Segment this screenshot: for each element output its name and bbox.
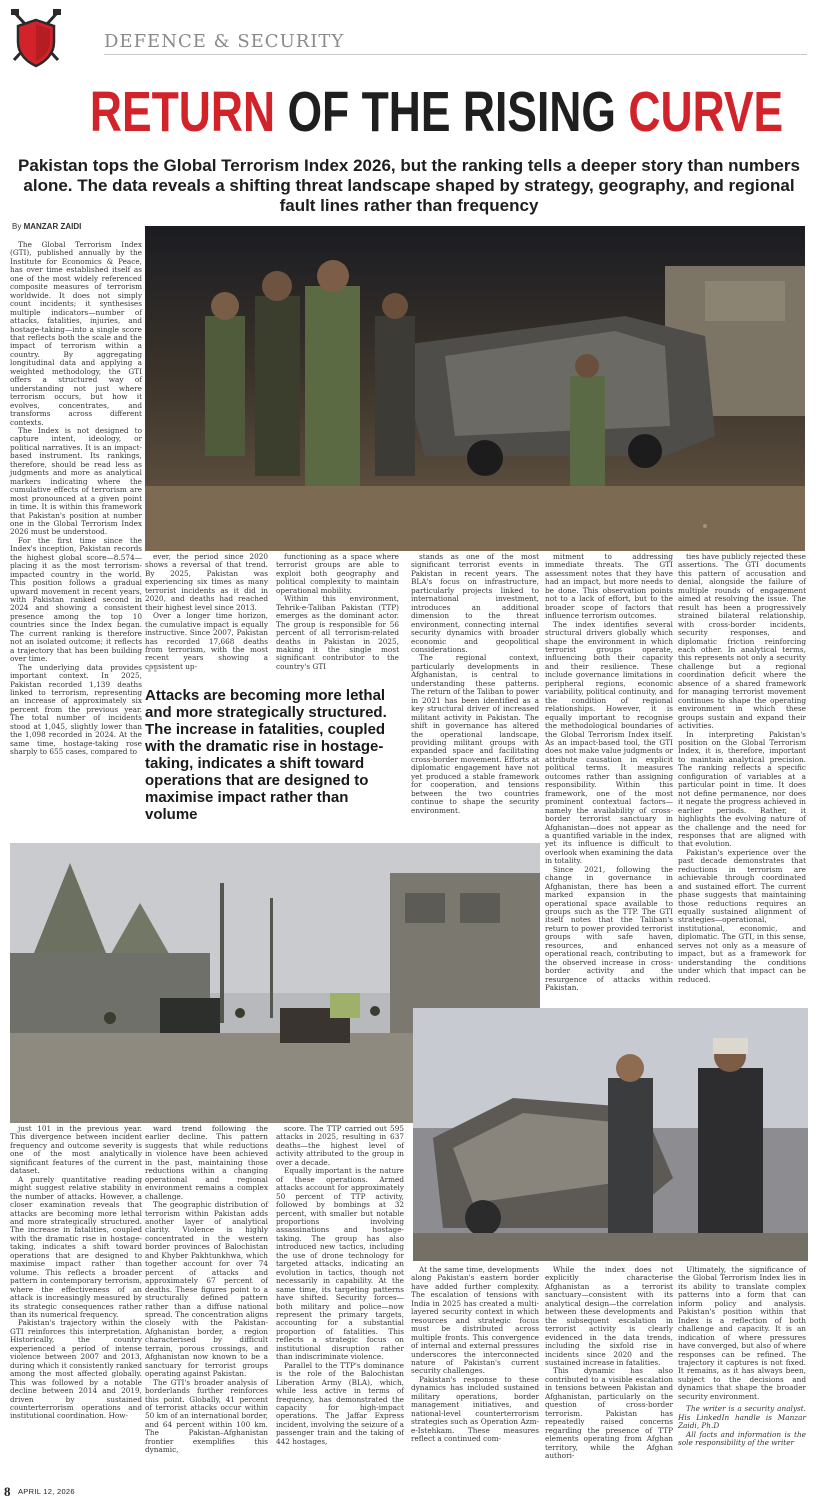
page-number: 8 (4, 1484, 11, 1499)
paragraph: While the index does not explicitly characterise Afghanistan as a terrorist sanctuary—consistent with its analytical design—the correlation between these developments and the subsequent escalation in terrorist activity is clearly evidenced in the data trends, including the sixfold rise in incidents since 2020 and the sustained increase in fatalities. (545, 1265, 673, 1367)
paragraph: The geographic distribution of terrorism within Pakistan adds another layer of analytical clarity. Violence is highly concentrated in the western border provinces of Balochistan and Khyber Pakhtunkhwa, which together account for over 74 percent of attacks and approximately 67 percent of deaths. These figures point to a structurally defined pattern rather than a diffuse national spread. The concentration aligns closely with the Pakistan-Afghanistan border, a region characterised by difficult terrain, porous crossings, and Afghanistan now known to be a sanctuary for terrorist groups operating against Pakistan. (145, 1200, 268, 1379)
byline (12, 222, 81, 231)
byline-author: MANZAR ZAIDI (23, 222, 82, 231)
column-3 (276, 553, 399, 671)
pull-quote: Attacks are becoming more lethal and more strategically structured. The increase in fatalities, coupled with the dramatic rise in hostage-taking, indicates a shift toward operations that are designed to maximise impact rather than volume (145, 687, 387, 823)
paragraph: functioning as a space where terrorist groups are able to exploit both geography and political complexity to maintain operational mobility. (276, 552, 399, 595)
deck: Pakistan tops the Global Terrorism Index 2026, but the ranking tells a deeper story than numbers alone. The data reveals a shifting threat landscape shaped by strategy, geography, and regional fault lines rather than frequency (18, 156, 800, 215)
paragraph: Pakistan's experience over the past decade demonstrates that reductions in terrorism are achievable through coordinated and sustained effort. The current phase suggests that maintaining those reductions requires an equally sustained alignment of strategies—operational, institutional, economic, and diplomatic. The GTI, in this sense, serves not only as a measure of impact, but as a framework for understanding the conditions under which that impact can be reduced. (678, 847, 806, 984)
headline-part2: OF THE RISING (275, 80, 629, 144)
column-6 (678, 553, 806, 984)
paragraph: ward trend following the earlier decline. This pattern suggests that while reductions in violence have been achieved in the past, maintaining those reductions within a changing operational and regional environment remains a complex challenge. (145, 1124, 268, 1201)
column-1 (10, 241, 142, 757)
column-4 (411, 553, 539, 815)
paragraph: For the first time since the Index's inception, Pakistan records the highest global score—8.574—placing it as the most terrorism-impacted country in the world. This position follows a gradual upward movement in recent years, with Pakistan ranked second in 2024 and showing a consistent presence among the top 10 countries since the Index began. The current ranking is therefore not an isolated outcome; it reflects a trajectory that has been building over time. (10, 535, 142, 664)
paragraph: The Global Terrorism Index (GTI), published annually by the Institute for Economics & Peace, has over time established itself as one of the most widely referenced composite measures of terrorism worldwide. It does not simply count incidents; it synthesises multiple indicators—number of attacks, fatalities, injuries, and hostage-taking—into a single score that reflects both the scale and the impact of terrorism within a country. By aggregating longitudinal data and applying a weighted methodology, the GTI offers a structured way of understanding not just where terrorism occurs, but how it evolves, concentrates, and transforms across different contexts. (10, 240, 142, 427)
bottom-column-1 (10, 1125, 142, 1421)
paragraph: The underlying data provides important context. In 2025, Pakistan recorded 1,139 deaths linked to terrorism, representing an increase of approximately six percent from the previous year. The total number of incidents stood at 1,045, slightly lower than the 1,098 recorded in 2024. At the same time, hostage-taking rose sharply to 655 cases, compared to (10, 662, 142, 757)
paragraph: Within this environment, Tehrik-e-Taliban Pakistan (TTP) emerges as the dominant actor. The group is responsible for 56 percent of all terrorism-related deaths in Pakistan in 2025, making it the single most significant contributor to the country's GTI (276, 594, 399, 671)
paragraph: ties have publicly rejected these assertions. The GTI documents this pattern of accusation and denial, alongside the failure of multiple rounds of engagement aimed at resolving the issue. The result has been a progressively strained bilateral relationship, with cross-border incidents, security responses, and diplomatic friction reinforcing each other. In analytical terms, this represents not only a security challenge but a regional coordination deficit where the absence of a shared framework for managing terrorist movement continues to shape the operating environment in which these groups sustain and expand their activities. (678, 552, 806, 731)
bottom-column-6 (678, 1266, 806, 1448)
bottom-column-5 (545, 1266, 673, 1460)
paragraph: In interpreting Pakistan's position on the Global Terrorism Index, it is, therefore, important to maintain analytical precision. The ranking reflects a specific configuration of variables at a particular point in time. It does not define permanence, nor does it negate the progress achieved in earlier periods. Rather, it highlights the evolving nature of the challenge and the need for responses that are aligned with that evolution. (678, 729, 806, 849)
headline-part1: RETURN (89, 80, 276, 144)
shield-swords-logo-icon (10, 8, 62, 70)
paragraph: At the same time, developments along Pakistan's eastern border have added further complexity. The escalation of tensions with India in 2025 has created a multi-layered security context in which resources and strategic focus must be distributed across multiple fronts. This convergence of internal and external pressures underscores the interconnected nature of Pakistan's current security challenges. (411, 1265, 539, 1376)
paragraph: Parallel to the TTP's dominance is the role of the Balochistan Liberation Army (BLA), which, while less active in terms of frequency, has demonstrated the capacity for high-impact operations. The Jaffar Express incident, involving the seizure of a passenger train and the taking of 442 hostages, (276, 1360, 404, 1446)
issue-date: APRIL 12, 2026 (18, 1487, 75, 1496)
paragraph: just 101 in the previous year. This divergence between incident frequency and outcome severity is one of the most analytically significant features of the current dataset. (10, 1124, 142, 1176)
section-label: DEFENCE & SECURITY (104, 31, 345, 52)
credits-note: All facts and information is the sole responsibility of the writer (678, 1429, 806, 1448)
paragraph: The GTI's broader analysis of borderlands further reinforces this point. Globally, 41 percent of terrorist attacks occur within 50 km of an international border, and 64 percent within 100 km. The Pakistan–Afghanistan frontier exemplifies this dynamic, (145, 1377, 268, 1455)
headline (89, 80, 784, 144)
paragraph: The index identifies several structural drivers globally which shape the environment in which terrorist groups operate, influencing both their capacity and their resilience. These include governance limitations in peripheral regions, economic variability, political continuity, and the condition of regional relationships. However, it is equally important to recognise the methodological boundaries of the Global Terrorism Index itself. As an impact-based tool, the GTI does not make value judgments or attribute causation in explicit political terms. It measures outcomes rather than assigning responsibility. Within this framework, one of the most prominent contextual factors—namely the availability of cross-border terrorist sanctuary in Afghanistan—does not appear as a quantified variable in the index, yet its influence is difficult to overlook when examining the data in totality. (545, 619, 673, 866)
paragraph: The regional context, particularly developments in Afghanistan, is central to understanding these patterns. The return of the Taliban to power in 2021 has been identified as a key structural driver of increased militant activity in Pakistan. The shift in governance has altered the operational landscape, providing militant groups with expanded space and facilitating cross-border movement. Efforts at diplomatic engagement have not yet produced a stable framework for cooperation, and tensions between the two countries continue to shape the security environment. (411, 653, 539, 815)
paragraph: A purely quantitative reading might suggest relative stability in the number of attacks. However, a closer examination reveals that attacks are becoming more lethal and more strategically structured. The increase in fatalities, coupled with the dramatic rise in hostage-taking, indicates a shift toward operations that are designed to maximise impact rather than volume. This reflects a broader pattern in contemporary terrorism, where the effectiveness of an attack is increasingly measured by its strategic consequences rather than its numerical frequency. (10, 1174, 142, 1319)
quote-mark-icon: “ (145, 660, 161, 695)
paragraph: Ultimately, the significance of the Global Terrorism Index lies in its ability to translate complex patterns into a form that can inform policy and analysis. Pakistan's position within that Index is a reflection of both challenge and capacity. It is an indication of where pressures have converged, but also of where responses can be refined. The trajectory it captures is not fixed. It remains, as it has always been, subject to the decisions and dynamics that shape the broader security environment. (678, 1265, 806, 1401)
blast-site-photo (145, 226, 805, 551)
paragraph: Pakistan's response to these dynamics has included sustained military operations, border management initiatives, and national-level counterterrorism strategies such as Operation Azm-e-Istehkam. These measures reflect a continued com- (411, 1374, 539, 1444)
bottom-column-4 (411, 1266, 539, 1444)
paragraph: Equally important is the nature of these operations. Armed attacks account for approximately 50 percent of TTP activity, followed by bombings at 32 percent, with smaller but notable proportions involving assassinations and hostage-taking. The group has also introduced new tactics, including the use of drone technology for targeted attacks, indicating an evolution in tactics, though not necessarily in capability. At the same time, its targeting patterns have shifted. Security forces—both military and police—now represent the primary targets, accounting for a substantial proportion of fatalities. This reflects a strategic focus on institutional disruption rather than indiscriminate violence. (276, 1166, 404, 1362)
paragraph: The Index is not designed to capture intent, ideology, or political narratives. It is an impact-based instrument. Its rankings, therefore, should be read less as judgments and more as analytical markers indicating where the cumulative effects of terrorism are most pronounced at a given point in time. It is within this framework that Pakistan's position at number one in the Global Terrorism Index 2026 must be understood. (10, 425, 142, 537)
bottom-column-3 (276, 1125, 404, 1446)
headline-part3: CURVE (628, 80, 784, 144)
bottom-column-2 (145, 1125, 268, 1455)
paragraph: score. The TTP carried out 595 attacks in 2025, resulting in 637 deaths—the highest level of activity attributed to the group in over a decade. (276, 1124, 404, 1167)
car-wreck-photo (413, 1008, 808, 1261)
paragraph: ever, the period since 2020 shows a reversal of that trend. By 2025, Pakistan was experiencing six times as many terrorist incidents as it did in 2020, and deaths had reached their highest level since 2013. (145, 552, 268, 612)
writer-note: The writer is a security analyst. His LinkedIn handle is Manzar Zaidi, Ph.D (678, 1404, 806, 1431)
column-5 (545, 553, 673, 993)
paragraph: Since 2021, following the change in governance in Afghanistan, there has been a marked expansion in the operational space available to groups such as the TTP. The GTI itself notes that the Taliban's return to power provided terrorist groups with safe haven, resources, and enhanced operational reach, contributing to the observed increase in cross-border activity and the resurgence of attacks within Pakistan. (545, 864, 673, 993)
paragraph: Pakistan's trajectory within the GTI reinforces this interpretation. Historically, the country experienced a period of intense violence between 2007 and 2013, during which it consistently ranked among the most affected globally. This was followed by a notable decline between 2014 and 2019, driven by sustained counterterrorism operations and institutional coordination. How- (10, 1318, 142, 1421)
paragraph: stands as one of the most significant terrorist events in Pakistan in recent years. The BLA's focus on infrastructure, particularly projects linked to international investment, introduces an additional dimension to the threat environment, connecting internal security dynamics with broader economic and geopolitical considerations. (411, 552, 539, 654)
byline-prefix: By (12, 222, 24, 231)
paragraph: This dynamic has also contributed to a visible escalation in tensions between Pakistan and Afghanistan, particularly on the question of cross-border terrorism. Pakistan has repeatedly raised concerns regarding the presence of TTP elements operating from Afghan territory, while the Afghan authori- (545, 1366, 673, 1460)
section-divider (104, 54, 807, 55)
column-2 (145, 553, 268, 671)
paragraph: mitment to addressing immediate threats. The GTI assessment notes that they have had an impact, but more needs to be done. This observation points not to a lack of effort, but to the broader scope of factors that influence terrorism outcomes. (545, 552, 673, 621)
paragraph: Over a longer time horizon, the cumulative impact is equally instructive. Since 2007, Pakistan has recorded 17,668 deaths from terrorism, with the most recent years showing a consistent up- (145, 611, 268, 671)
